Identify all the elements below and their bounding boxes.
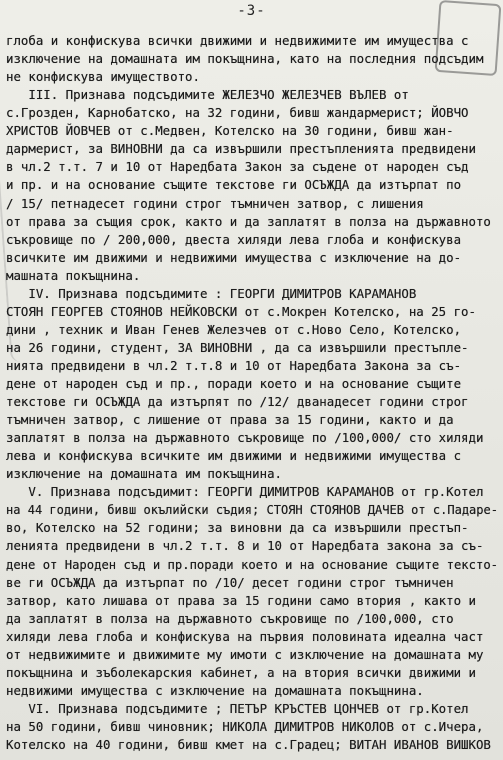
text-line: V. Признава подсъдимит: ГЕОРГИ ДИМИТРОВ КАРАМАНОВ от гр.Котел <box>6 484 484 500</box>
text-line: всичките им движими и недвижими имущества с изключение на до- <box>6 249 462 265</box>
text-line: ХРИСТОВ ЙОВЧЕВ от с.Медвен, Котелско на 30 години, бивш жан- <box>6 123 454 139</box>
text-line: и пр. и на основание същите текстове ги ОСЪЖДА да изтърпат по <box>6 177 462 193</box>
text-line: от права за същия срок, както и да заплатят в полза на държавното <box>6 213 491 229</box>
page-number: -3- <box>237 3 266 19</box>
text-line: глоба и конфискува всички движими и недвижимите им имущества с <box>6 33 469 48</box>
text-line: покъщнина и зъболекарския кабинет, а на втория всички движими и <box>6 664 476 680</box>
text-line: VI. Признава подсъдимите ; ПЕТЪР КРЪСТЕВ ЦОНЧЕВ от гр.Котел <box>6 700 469 716</box>
text-line: заплатят в полза на държавното съкровище по /100,000/ сто хиляди <box>6 430 484 446</box>
text-line: ве ги ОСЪЖДА да изтърпат по /10/ десет години строг тъмничен <box>6 574 454 590</box>
text-line: тъмничен затвор, с лишение от права за 15 години, както и да <box>6 412 454 428</box>
text-line: с.Грозден, Карнобатско, на 32 години, бивш жандармерист; ЙОВЧО <box>6 105 469 121</box>
text-line: дене от народен съд и пр., поради което и на основание същите <box>6 375 462 391</box>
text-line: ленията предвидени в чл.2 т.т. 8 и 10 от Наредбата закона за съ- <box>6 538 484 554</box>
text-line: на 44 години, бивш окълийски съдия; СТОЯН СТОЯНОВ ДАЧЕВ от с.Падаре- <box>6 502 499 518</box>
text-line: затвор, като лишава от права за 15 години само втория , както и <box>6 592 476 608</box>
text-line: недвижими имущества с изключение на домашната покъщнина. <box>6 682 424 698</box>
text-line: III. Признава подсъдимите ЖЕЛЕЗЧО ЖЕЛЕЗЧЕВ ВЪЛЕВ от <box>6 87 409 103</box>
text-line: хиляди лева глоба и конфискува на първия половината идеална част <box>6 628 484 644</box>
text-line: в чл.2 т.т. 7 и 10 от Наредбата Закон за съдене от народен съд <box>6 159 469 175</box>
text-line: лева и конфискува всичките им движими и недвижими имущества с <box>6 448 462 464</box>
text-line: от недвижимите и движимите му имоти с изключение на домашната му <box>6 646 484 662</box>
text-line: Котелско на 40 години, бивш кмет на с.Градец; ВИТАН ИВАНОВ ВИШКОВ <box>6 737 491 752</box>
text-line: не конфискува имуществото. <box>6 69 200 85</box>
text-line: дене от Народен съд и пр.поради което и на основание същите тексто- <box>6 556 499 572</box>
text-line: / 15/ петнадесет години строг тъмничен затвор, с лишения <box>6 195 424 211</box>
text-line: СТОЯН ГЕОРГЕВ СТОЯНОВ НЕЙКОВСКИ от с.Мокрен Котелско, на 25 го- <box>6 303 476 319</box>
text-line: дармерист, за ВИНОВНИ да са извършили престъпленията предвидени <box>6 141 476 157</box>
text-line: текстове ги ОСЪЖДА да изтърпят по /12/ дванадесет години строг <box>6 394 469 409</box>
text-line: да заплатят в полза на държавното съкровище по /100,000, сто <box>6 610 454 626</box>
text-line: во, Котелско на 52 години; за виновни да са извършили престъп- <box>6 520 469 536</box>
text-line: IV. Признава подсъдимите : ГЕОРГИ ДИМИТРОВ КАРАМАНОВ <box>6 285 417 301</box>
text-line: машната покъщнина. <box>6 267 141 283</box>
text-line: съкровище по / 200,000, двеста хиляди лева глоба и конфискува <box>6 231 462 247</box>
text-line: дини , техник и Иван Генев Железчев от с.Ново Село, Котелско, <box>6 321 462 337</box>
text-line: изключение на домашната им покъщнина. <box>6 466 283 482</box>
text-line: нията предвидени в чл.2 т.т.8 и 10 от Наредбата Закона за съ- <box>6 357 462 373</box>
text-line: на 26 години, студент, ЗА ВИНОВНИ , да са извършили престъпле- <box>6 339 469 355</box>
text-line: на 50 години, бивш чиновник; НИКОЛА ДИМИТРОВ НИКОЛОВ от с.Ичера, <box>6 718 484 734</box>
text-line: изключение на домашната им покъщнина, като на последния подсъдим <box>6 51 484 66</box>
